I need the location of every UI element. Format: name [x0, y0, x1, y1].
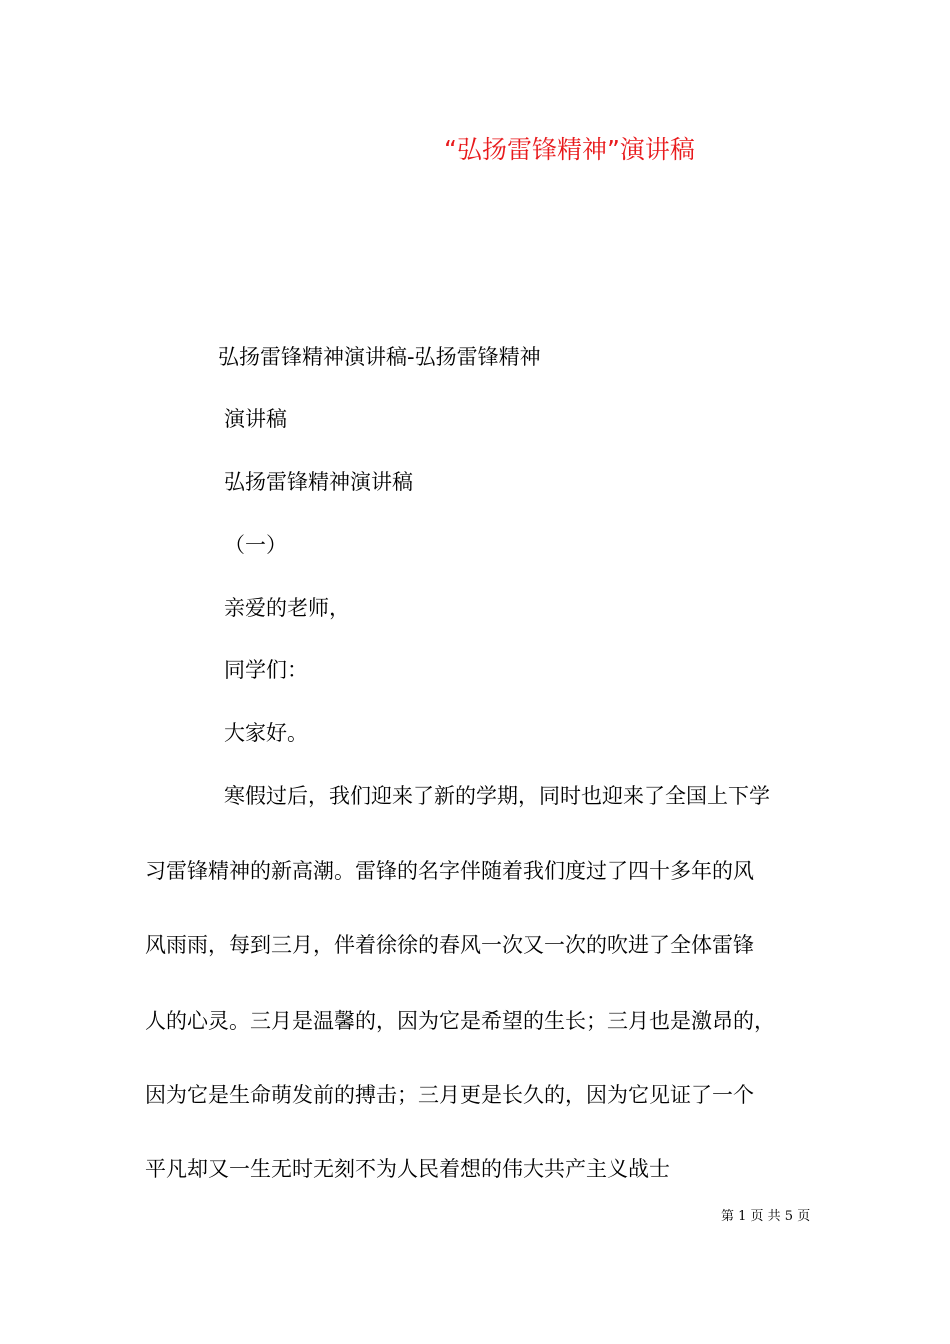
paragraph-line: 习雷锋精神的新高潮。雷锋的名字伴随着我们度过了四十多年的风 — [145, 859, 754, 883]
paragraph-line: 人的心灵。三月是温馨的，因为它是希望的生长；三月也是激昂的， — [145, 1009, 775, 1033]
text-line: 大家好。 — [224, 721, 308, 745]
paragraph-line: 风雨雨，每到三月，伴着徐徐的春风一次又一次的吹进了全体雷锋 — [145, 933, 754, 957]
text-line: 弘扬雷锋精神演讲稿 — [224, 470, 413, 494]
text-line: 弘扬雷锋精神演讲稿-弘扬雷锋精神 — [218, 345, 541, 369]
text-line: 同学们： — [224, 658, 308, 682]
paragraph-line: 平凡却又一生无时无刻不为人民着想的伟大共产主义战士 — [145, 1157, 670, 1181]
document-title: “弘扬雷锋精神”演讲稿 — [444, 135, 695, 164]
page-number: 第 1 页 共 5 页 — [721, 1209, 811, 1224]
paragraph-line: 因为它是生命萌发前的搏击；三月更是长久的，因为它见证了一个 — [145, 1083, 754, 1107]
text-line: 亲爱的老师， — [224, 596, 350, 620]
text-line: （一） — [224, 533, 287, 557]
text-line: 演讲稿 — [224, 407, 287, 431]
paragraph-line: 寒假过后，我们迎来了新的学期，同时也迎来了全国上下学 — [224, 784, 770, 808]
